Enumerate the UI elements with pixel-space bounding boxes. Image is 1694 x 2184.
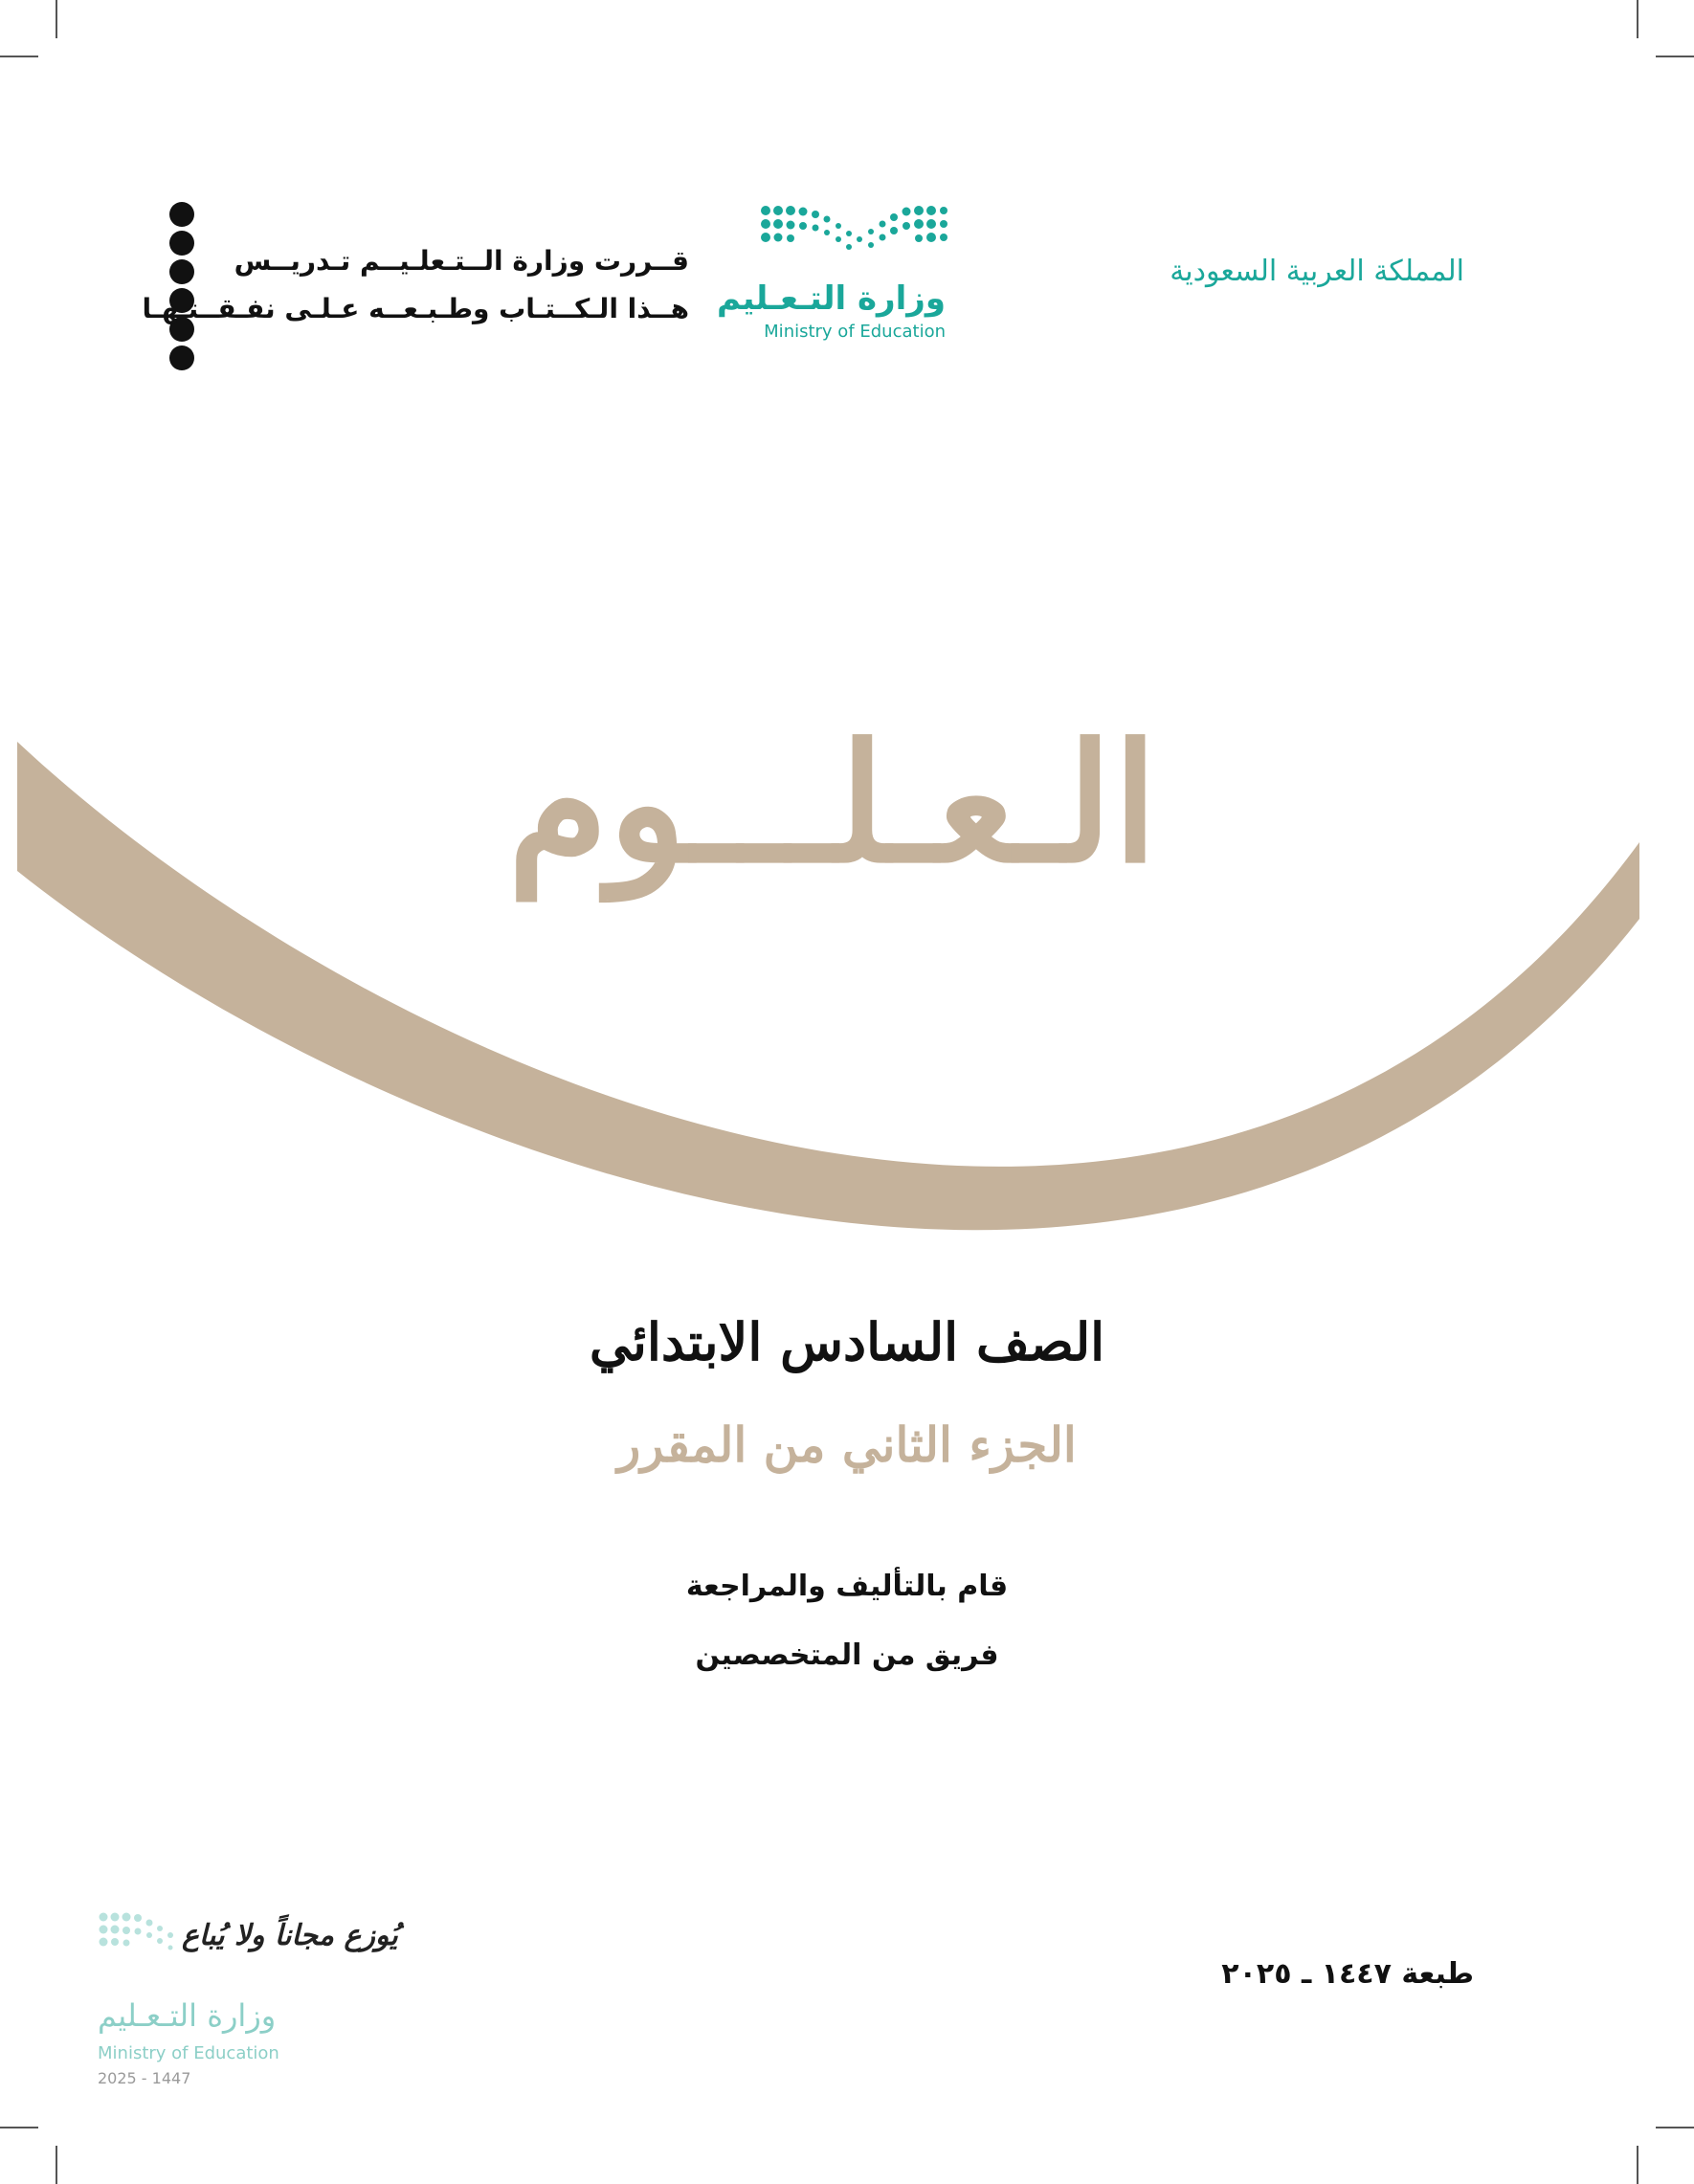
footer-ministry-ar: وزارة التـعـليم: [98, 1997, 277, 2034]
part-subtitle: الجزء الثاني من المقرر: [617, 1416, 1077, 1473]
decree-line-2: هــذا الـكــتـاب وطـبـعــه عـلـى نفـقــتـهـا: [142, 293, 689, 324]
footer-ministry-en: Ministry of Education: [98, 2043, 279, 2063]
authors-team: فريق من المتخصصين: [695, 1638, 999, 1672]
free-distribution-logo: [96, 1909, 402, 2101]
grade-title: الصف السادس الابتدائي: [589, 1311, 1105, 1372]
ministry-dots-icon: [96, 1909, 182, 1967]
authored-by: قام بالتأليف والمراجعة: [685, 1570, 1009, 1603]
edition-label: طبعة ١٤٤٧ ـ ٢٠٢٥: [1221, 1957, 1474, 1991]
subject-title: الـعـلـــوم: [507, 708, 1158, 900]
footer-year: 2025 - 1447: [98, 2069, 191, 2087]
free-distribution-slogan: يُوزع مجاناً ولا يُباع: [182, 1919, 398, 1952]
ministry-name-ar: وزارة التـعـليم: [717, 279, 946, 318]
decree-line-1: قــررت وزارة الــتـعلـيــم تـدريــس: [234, 245, 689, 277]
kingdom-name: المملكة العربية السعودية: [1170, 255, 1464, 288]
ministry-name-en: Ministry of Education: [764, 322, 946, 342]
